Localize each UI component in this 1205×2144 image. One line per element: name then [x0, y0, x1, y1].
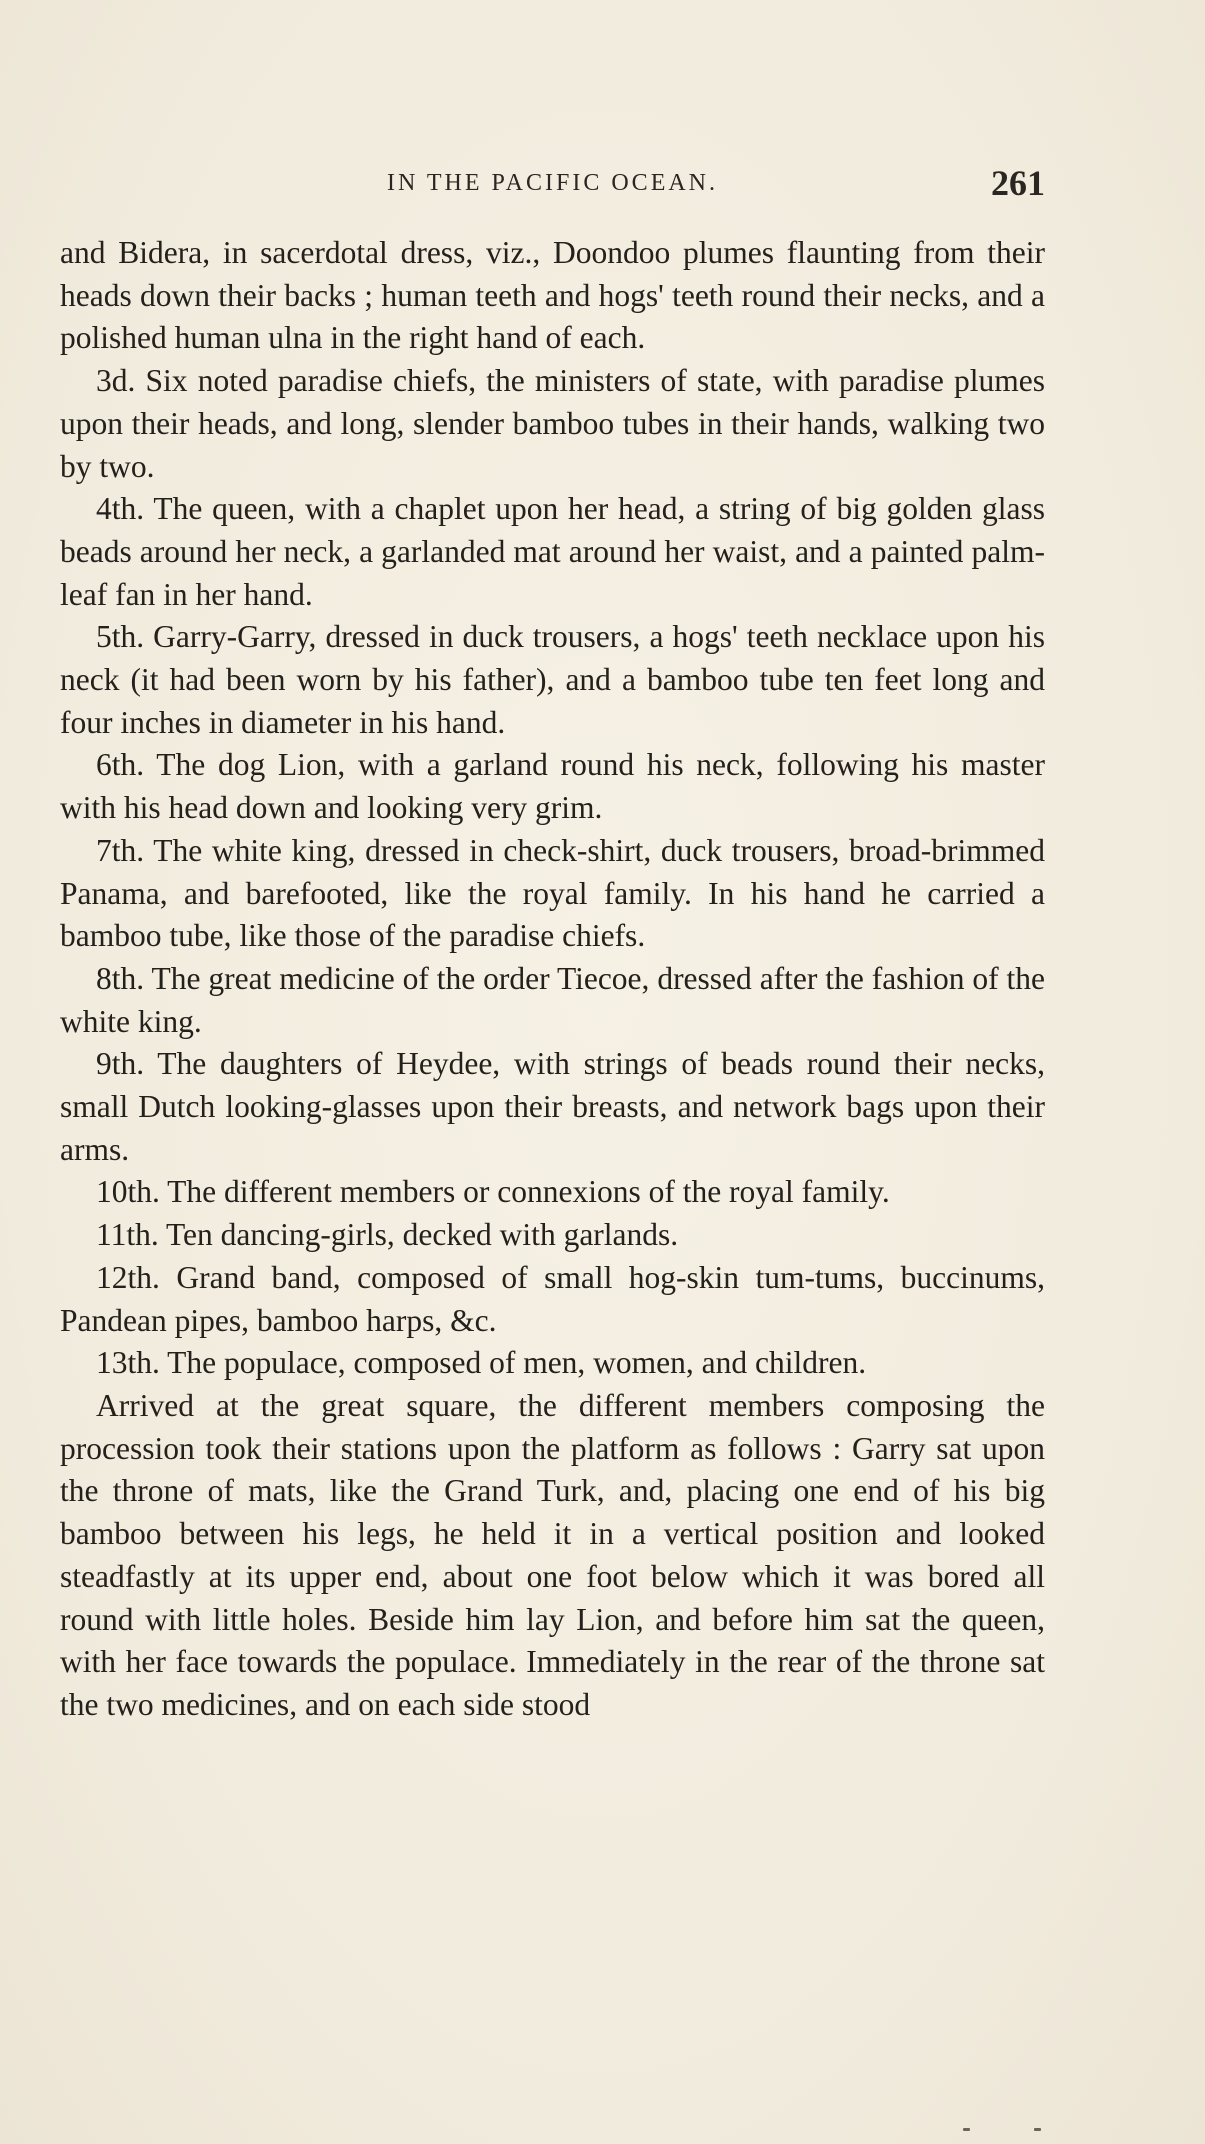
paper-speck	[1034, 2128, 1041, 2131]
paragraph-item-6th: 6th. The dog Lion, with a garland round his neck, following his master with his head down and looking very grim.	[60, 747, 1045, 826]
paragraph-item-12th: 12th. Grand band, composed of small hog-skin tum-tums, buccinums, Pandean pipes, bamboo harps, &c.	[60, 1259, 1045, 1338]
running-title: IN THE PACIFIC OCEAN.	[386, 170, 719, 196]
running-head	[60, 163, 1045, 206]
paragraph-arrival: Arrived at the great square, the different members composing the procession took their stations upon the platform as follows : Garry sat upon the throne of mats, like the Grand Turk, and, placing one end of his big bamboo between his legs, he held it in a vertical position and looked steadfastly at its upper end, about one foot below which it was bored all round with little holes. Beside him lay Lion, and before him sat the queen, with her face towards the populace. Immediately in the rear of the throne sat the two medicines, and on each side stood	[60, 1387, 1045, 1722]
page-number: 261	[991, 163, 1045, 203]
paragraph-item-5th: 5th. Garry-Garry, dressed in duck trousers, a hogs' teeth necklace upon his neck (it had been worn by his father), and a bamboo tube ten feet long and four inches in diameter in his hand.	[60, 619, 1045, 740]
paragraph-item-7th: 7th. The white king, dressed in check-shirt, duck trousers, broad-brimmed Panama, and barefooted, like the royal family. In his hand he carried a bamboo tube, like those of the paradise chiefs.	[60, 832, 1045, 954]
paragraph-item-11th: 11th. Ten dancing-girls, decked with garlands.	[96, 1217, 679, 1253]
paragraph-item-3d: 3d. Six noted paradise chiefs, the ministers of state, with paradise plumes upon their heads, and long, slender bamboo tubes in their hands, walking two by two.	[60, 363, 1045, 484]
paper-speck	[963, 2128, 970, 2131]
paragraph-item-10th: 10th. The different members or connexions of the royal family.	[96, 1174, 890, 1210]
paragraph-item-9th: 9th. The daughters of Heydee, with strings of beads round their necks, small Dutch looking-glasses upon their breasts, and network bags upon their arms.	[60, 1046, 1045, 1167]
paragraph-item-8th: 8th. The great medicine of the order Tiecoe, dressed after the fashion of the white king.	[60, 960, 1045, 1039]
body-text	[60, 232, 1045, 1727]
paragraph-continuation: and Bidera, in sacerdotal dress, viz., Doondoo plumes flaunting from their heads down their backs ; human teeth and hogs' teeth round their necks, and a polished human ulna in the right hand of each.	[60, 235, 1045, 356]
paragraph-item-4th: 4th. The queen, with a chaplet upon her head, a string of big golden glass beads around her neck, a garlanded mat around her waist, and a painted palm-leaf fan in her hand.	[60, 491, 1045, 612]
paragraph-item-13th: 13th. The populace, composed of men, women, and children.	[96, 1345, 867, 1381]
